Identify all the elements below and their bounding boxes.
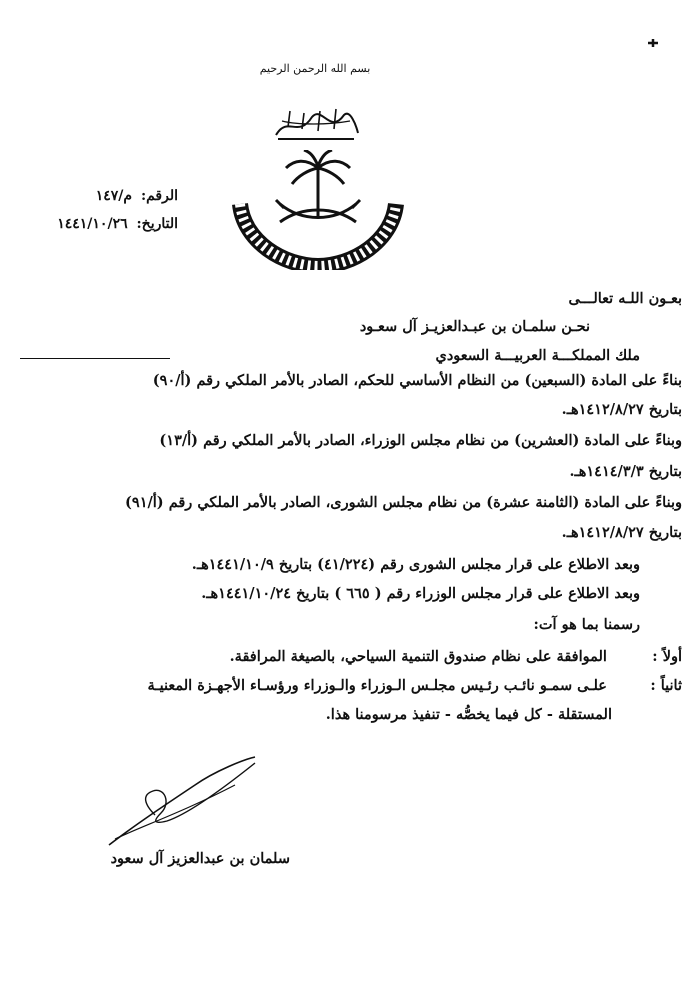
recital-1: بناءً على المادة (السبعين) من النظام الأساسي للحكم، الصادر بالأمر الملكي رقم (أ/٩٠) — [152, 372, 682, 389]
reference-date-value: ١٤٤١/١٠/٢٦ — [57, 216, 128, 232]
shahada-calligraphy — [268, 105, 362, 143]
decree-item-2 — [18, 677, 682, 694]
reference-number-value: م/١٤٧ — [95, 188, 133, 204]
handwritten-signature — [95, 755, 265, 850]
recital-3: وبناءً على المادة (الثامنة عشرة) من نظام مجلس الشورى، الصادر بالأمر الملكي رقم (أ/٩١) — [125, 494, 682, 511]
recital-2-date: بتاريخ ١٤١٤/٣/٣هـ. — [569, 463, 682, 480]
salutation-line-2: نحـن سلمـان بن عبـدالعزيـز آل سعـود — [359, 318, 590, 335]
recital-1-date: بتاريخ ١٤١٢/٨/٢٧هـ. — [561, 401, 682, 418]
corner-mark — [646, 36, 660, 50]
title-underline — [20, 358, 170, 359]
decree-item-2-continuation: المستقلة - كل فيما يخصُّه - تنفيذ مرسومنا هذا. — [325, 706, 612, 723]
decree-item-2-number: ثانياً : — [650, 677, 682, 694]
salutation-line-3: ملك المملكـــة العربيـــة السعودي — [435, 347, 640, 364]
reference-number — [18, 188, 178, 204]
decree-item-1-text: الموافقة على نظام صندوق التنمية السياحي، بالصيغة المرافقة. — [229, 648, 607, 665]
decree-intro: رسمنا بما هو آت: — [533, 616, 640, 633]
decree-item-1-number: أولاً : — [652, 648, 682, 665]
reference-number-label: الرقم: — [140, 188, 178, 204]
basmala: بسم الله الرحمن الرحيم — [259, 62, 371, 75]
recital-4: وبعد الاطلاع على قرار مجلس الشورى رقم (٤١/٢٢٤) بتاريخ ١٤٤١/١٠/٩هـ. — [191, 556, 640, 573]
recital-3-date: بتاريخ ١٤١٢/٨/٢٧هـ. — [561, 524, 682, 541]
salutation-line-1: بعـون اللـه تعالـــى — [568, 290, 682, 307]
reference-date-label: التاريخ: — [136, 216, 178, 232]
decree-item-1 — [18, 648, 682, 665]
kingdom-emblem — [228, 150, 408, 270]
decree-item-2-text: علـى سمـو نائـب رئـيس مجلـس الـوزراء والـوزراء ورؤسـاء الأجهـزة المعنيـة — [147, 677, 607, 694]
reference-date — [18, 216, 178, 232]
recital-5: وبعد الاطلاع على قرار مجلس الوزراء رقم ( ٦٦٥ ) بتاريخ ١٤٤١/١٠/٢٤هـ. — [201, 585, 640, 602]
signer-name: سلمان بن عبدالعزيز آل سعود — [110, 850, 290, 867]
recital-2: وبناءً على المادة (العشرين) من نظام مجلس الوزراء، الصادر بالأمر الملكي رقم (أ/١٣) — [159, 432, 682, 449]
